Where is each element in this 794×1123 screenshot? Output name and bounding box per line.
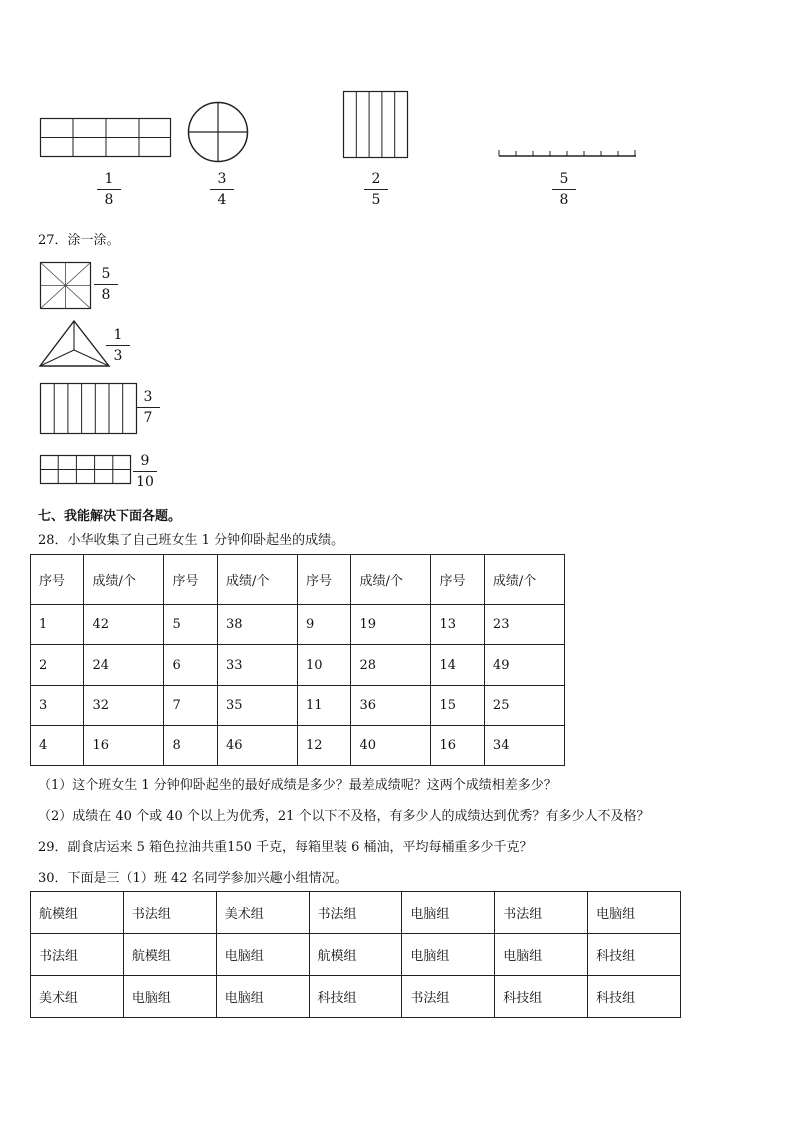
table-cell: 35 <box>217 685 297 725</box>
numerator: 1 <box>97 170 121 190</box>
table-cell: 书法组 <box>495 892 588 934</box>
numerator: 3 <box>136 388 160 408</box>
table-cell: 32 <box>84 685 164 725</box>
section-7-heading: 七、我能解决下面各题。 <box>38 509 182 524</box>
table-row <box>31 725 565 765</box>
numerator: 5 <box>94 265 118 285</box>
table-cell: 科技组 <box>495 976 588 1018</box>
table-cell: 19 <box>351 605 431 645</box>
table-row <box>31 605 565 645</box>
header-cell: 成绩/个 <box>351 555 431 605</box>
rectangle-eighths-figure <box>40 118 172 158</box>
header-cell: 序号 <box>297 555 350 605</box>
table-cell: 34 <box>484 725 564 765</box>
table-row <box>31 892 681 934</box>
table-cell: 电脑组 <box>123 976 216 1018</box>
q28-sub-question-2: （2）成绩在 40 个或 40 个以上为优秀，21 个以下不及格，有多少人的成绩达到优秀？有多少人不及格？ <box>38 809 650 824</box>
rectangle-tenths-figure <box>40 455 132 485</box>
numerator: 2 <box>364 170 388 190</box>
table-cell: 5 <box>164 605 217 645</box>
triangle-thirds-figure <box>39 320 111 368</box>
header-cell: 成绩/个 <box>84 555 164 605</box>
denominator: 10 <box>136 474 154 490</box>
header-cell: 成绩/个 <box>217 555 297 605</box>
table-cell: 3 <box>31 685 84 725</box>
table-cell: 科技组 <box>309 976 402 1018</box>
table-cell: 电脑组 <box>216 976 309 1018</box>
denominator: 5 <box>371 192 381 208</box>
header-cell: 成绩/个 <box>484 555 564 605</box>
table-cell: 书法组 <box>31 934 124 976</box>
table-cell: 电脑组 <box>402 892 495 934</box>
q27-fraction-5-8 <box>94 265 118 304</box>
table-cell: 15 <box>431 685 484 725</box>
table-cell: 36 <box>351 685 431 725</box>
table-cell: 25 <box>484 685 564 725</box>
q27-fraction-1-3 <box>106 326 130 365</box>
denominator: 8 <box>559 192 569 208</box>
table-cell: 航模组 <box>123 934 216 976</box>
table-row <box>31 934 681 976</box>
q30-title: 30．下面是三（1）班 42 名同学参加兴趣小组情况。 <box>38 871 348 886</box>
table-cell: 12 <box>297 725 350 765</box>
table-cell: 电脑组 <box>402 934 495 976</box>
header-cell: 序号 <box>431 555 484 605</box>
table-cell: 4 <box>31 725 84 765</box>
rectangle-fifths-figure <box>343 91 409 159</box>
numerator: 5 <box>552 170 576 190</box>
table-cell: 书法组 <box>309 892 402 934</box>
denominator: 3 <box>113 348 123 364</box>
fraction-five-eighths <box>552 170 576 209</box>
table-cell: 13 <box>431 605 484 645</box>
table-cell: 10 <box>297 645 350 685</box>
denominator: 4 <box>217 192 227 208</box>
table-cell: 美术组 <box>31 976 124 1018</box>
q28-title: 28．小华收集了自己班女生 1 分钟仰卧起坐的成绩。 <box>38 533 345 548</box>
fraction-two-fifths <box>364 170 388 209</box>
q28-sub-question-1: （1）这个班女生 1 分钟仰卧起坐的最好成绩是多少？最差成绩呢？这两个成绩相差多少？ <box>38 778 557 793</box>
table-cell: 电脑组 <box>588 892 681 934</box>
table-cell: 49 <box>484 645 564 685</box>
denominator: 8 <box>104 192 114 208</box>
square-eighths-figure <box>40 262 92 310</box>
numerator: 3 <box>210 170 234 190</box>
table-cell: 航模组 <box>31 892 124 934</box>
fraction-three-quarters <box>210 170 234 209</box>
table-cell: 书法组 <box>402 976 495 1018</box>
table-cell: 1 <box>31 605 84 645</box>
table-cell: 40 <box>351 725 431 765</box>
table-cell: 科技组 <box>588 976 681 1018</box>
numerator: 1 <box>106 326 130 346</box>
fraction-one-eighth <box>97 170 121 209</box>
q29-question: 29．副食店运来 5 箱色拉油共重150 千克，每箱里装 6 桶油，平均每桶重多少千克？ <box>38 840 533 855</box>
header-cell: 序号 <box>31 555 84 605</box>
table-cell: 28 <box>351 645 431 685</box>
table-cell: 23 <box>484 605 564 645</box>
table-header-row <box>31 555 565 605</box>
table-row <box>31 685 565 725</box>
table-cell: 16 <box>84 725 164 765</box>
table-cell: 书法组 <box>123 892 216 934</box>
q27-title: 27．涂一涂。 <box>38 233 120 248</box>
table-cell: 8 <box>164 725 217 765</box>
q28-scores-table <box>30 554 565 766</box>
table-cell: 9 <box>297 605 350 645</box>
table-row <box>31 976 681 1018</box>
q27-fraction-3-7 <box>136 388 160 427</box>
table-cell: 11 <box>297 685 350 725</box>
q27-fraction-9-10 <box>133 452 157 491</box>
numerator: 9 <box>133 452 157 472</box>
header-cell: 序号 <box>164 555 217 605</box>
table-cell: 7 <box>164 685 217 725</box>
table-row <box>31 645 565 685</box>
table-cell: 16 <box>431 725 484 765</box>
denominator: 8 <box>101 287 111 303</box>
table-cell: 6 <box>164 645 217 685</box>
circle-quarters-figure <box>187 101 249 163</box>
rectangle-sevenths-figure <box>40 383 138 435</box>
table-cell: 航模组 <box>309 934 402 976</box>
table-cell: 电脑组 <box>495 934 588 976</box>
table-cell: 电脑组 <box>216 934 309 976</box>
table-cell: 38 <box>217 605 297 645</box>
table-cell: 46 <box>217 725 297 765</box>
q30-interest-groups-table <box>30 891 681 1018</box>
table-cell: 24 <box>84 645 164 685</box>
table-cell: 美术组 <box>216 892 309 934</box>
segmented-line-figure <box>498 148 638 158</box>
table-cell: 科技组 <box>588 934 681 976</box>
table-cell: 33 <box>217 645 297 685</box>
table-cell: 14 <box>431 645 484 685</box>
table-cell: 2 <box>31 645 84 685</box>
table-cell: 42 <box>84 605 164 645</box>
denominator: 7 <box>143 410 153 426</box>
